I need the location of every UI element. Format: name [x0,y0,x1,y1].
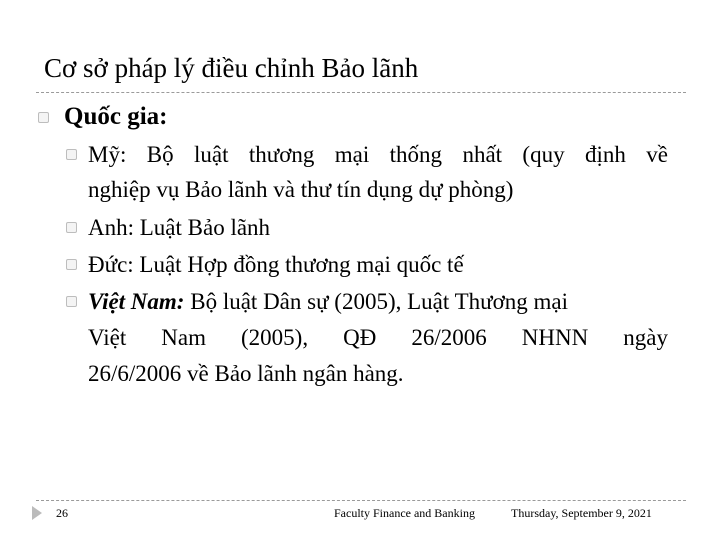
item-anh: Anh: Luật Bảo lãnh [88,215,271,240]
page-arrow-icon [32,506,42,520]
item-vietnam-line-3: 26/6/2006 về Bảo lãnh ngân hàng. [88,361,404,386]
bullet-icon [66,296,77,307]
item-vietnam-line-1 [88,287,568,317]
bullet-icon [66,149,77,160]
item-my-line-2: nghiệp vụ Bảo lãnh và thư tín dụng dự phòng) [88,177,514,202]
item-duc: Đức: Luật Hợp đồng thương mại quốc tế [88,252,464,277]
footer-divider [36,500,686,501]
item-vietnam-label: Việt Nam: [88,289,185,314]
page-number: 26 [56,506,68,520]
bullet-icon [66,222,77,233]
bullet-icon [66,259,77,270]
slide-title: Cơ sở pháp lý điều chỉnh Bảo lãnh [44,53,419,83]
bullet-icon [38,112,49,123]
footer-date: Thursday, September 9, 2021 [511,506,652,520]
heading-quoc-gia: Quốc gia: [64,103,168,130]
item-vietnam-text-1: Bộ luật Dân sự (2005), Luật Thương mại [184,289,569,314]
item-vietnam-line-2: Việt Nam (2005), QĐ 26/2006 NHNN ngày [88,325,668,350]
item-my-line-1: Mỹ: Bộ luật thương mại thống nhất (quy định về [88,142,668,167]
title-divider [36,92,686,93]
footer-organization: Faculty Finance and Banking [334,506,475,520]
